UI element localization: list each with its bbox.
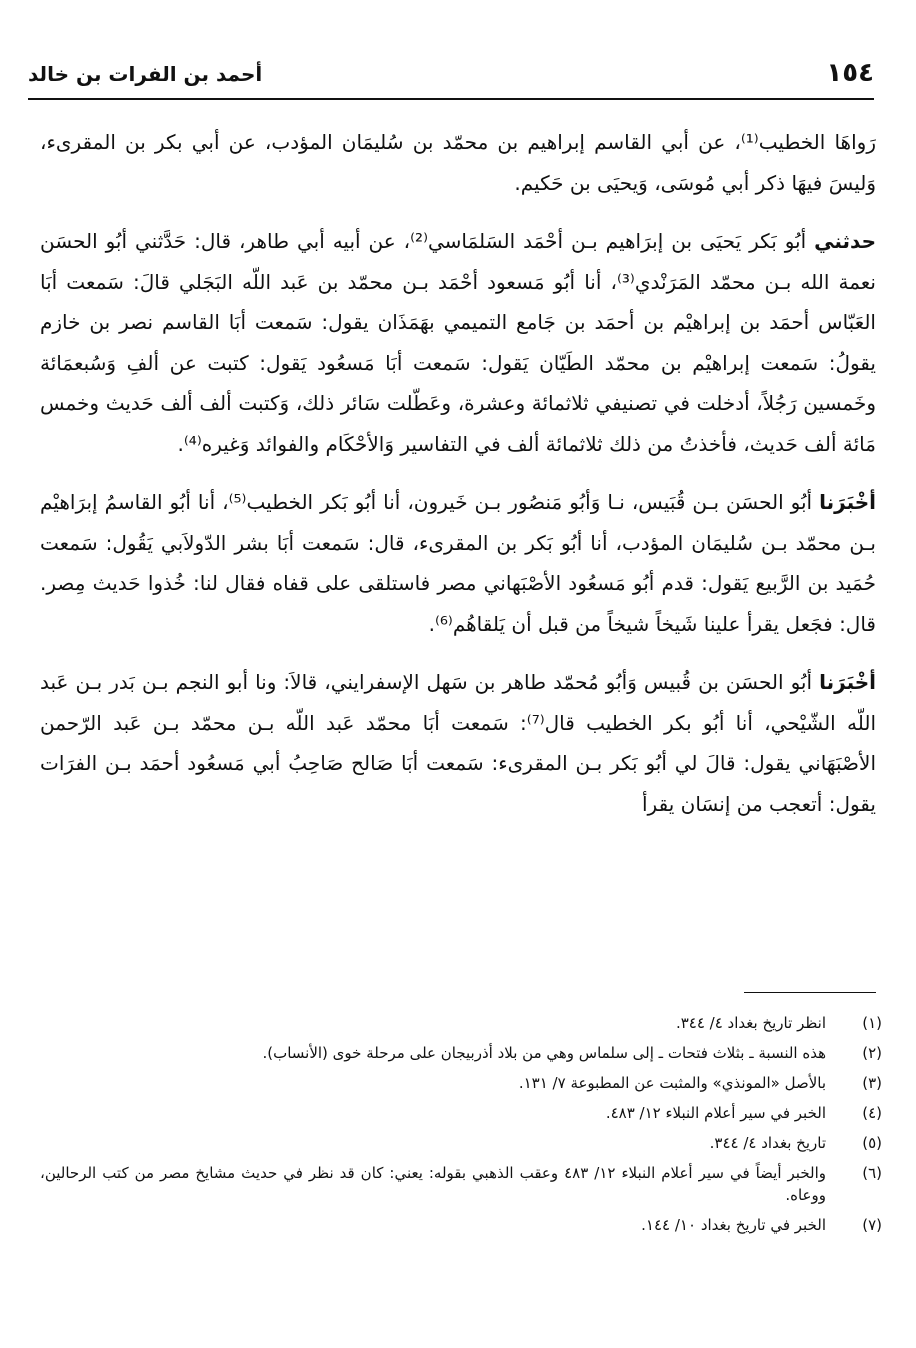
paragraph-text: أبُو بَكر يَحيَى بن إبرَاهيم بـن أحْمَد السَلمَاسي⁽²⁾، عن أبيه أبي طاهر، قال: حَدَّثني أبُو الحسَن نعمة الله بـن محمّد المَرَنْدي⁽³⁾، أنا أبُو مَسعود أحْمَد بـن محمّد بن عَبد اللّه البَجَلي قالَ: سَمعت أبَا العَبّاس أحمَد بن إبراهيْم بن أحمَد بن جَامع التميمي بهَمَذَان يقول: سَمعت أبَا القاسم نصر بن خازم يقولُ: سَمعت إبراهيْم بن محمّد الطَيّان يَقول: سَمعت أبَا مَسعُود يَقول: كتبت عن ألفِ وَسُبعمَائة وخَمسين رَجُلاً، أدخلت في تصنيفي ثلاثمائة وعشرة، وعَطّلت سَائر ذلك، وَكتبت ألف ألف حَديث وخمس مَائة ألف حَديث، فأخذتُ من ذلك ثلاثمائة ألف في التفاسير وَالأحْكَام والفوائد وَغيره⁽⁴⁾.: [40, 229, 876, 456]
footnote-separator: [744, 992, 876, 993]
footnote-number: (٦): [862, 1164, 882, 1182]
footnote: [40, 1132, 882, 1154]
paragraph: [40, 221, 876, 464]
footnote: [40, 1102, 882, 1124]
paragraph-lead: حدثني: [814, 229, 877, 253]
paragraph: [40, 482, 876, 644]
footnote-text: تاريخ بغداد ٤/ ٣٤٤.: [709, 1134, 826, 1152]
paragraph-lead: أخْبَرَنا: [819, 490, 877, 514]
footnote: [40, 1072, 882, 1094]
footnote-number: (٥): [862, 1134, 882, 1152]
footnote-number: (٤): [862, 1104, 882, 1122]
footnote: [40, 1042, 882, 1064]
footnote-text: والخبر أيضاً في سير أعلام النبلاء ١٢/ ٤٨٣ وعقب الذهبي بقوله: يعني: كان قد نظر في حديث مشايخ مصر من كتب الرحالين، ووعاه.: [40, 1164, 826, 1204]
footnote-number: (٣): [862, 1074, 882, 1092]
paragraph: [40, 662, 876, 824]
footnote-text: انظر تاريخ بغداد ٤/ ٣٤٤.: [675, 1014, 826, 1032]
footnote: [40, 1012, 882, 1034]
footnote: [40, 1214, 882, 1236]
page-number: ١٥٤: [826, 58, 874, 88]
page-header: [28, 58, 874, 100]
paragraph-lead: أخْبَرَنا: [819, 670, 877, 694]
paragraph-text: رَواهَا الخطيب⁽¹⁾، عن أبي القاسم إبراهيم بن محمّد بن سُليمَان المؤدب، عن أبي بكر بن المقرىء، وَليسَ فيهَا ذكر أبي مُوسَى، وَيحيَى بن حَكيم.: [40, 130, 876, 195]
footnote-number: (١): [862, 1014, 882, 1032]
footnote-text: هذه النسبة ـ بثلاث فتحات ـ إلى سلماس وهي من بلاد أذربيجان على مرحلة خوى (الأنساب).: [262, 1044, 826, 1062]
footnotes: [40, 1012, 882, 1244]
paragraph-text: أبُو الحسَن بـن قُبَيس، نـا وَأبُو مَنصُور بـن خَيرون، أنا أبُو بَكر الخطيب⁽⁵⁾، أنا أبُو القاسمُ إبرَاهيْم بـن محمّد بـن سُليمَان المؤدب، أنا أبُو بَكر بن المقرىء، قال: سَمعت أبَا بشر الدّولاَبي يَقُول: سَمعت حُمَيد بن الرَّبيع يَقول: قدم أبُو مَسعُود الأصْبَهاني مصر فاستلقى على قفاه فقال لنا: خُذوا حَديث مِصر. قال: فجَعل يقرأ علينا شَيخاً شيخاً من قبل أن يَلقاهُم⁽⁶⁾.: [40, 490, 876, 636]
footnote-text: بالأصل «المونذي» والمثبت عن المطبوعة ٧/ ١٣١.: [518, 1074, 826, 1092]
paragraph: [40, 122, 876, 203]
footnote-text: الخبر في سير أعلام النبلاء ١٢/ ٤٨٣.: [605, 1104, 826, 1122]
header-rule: [28, 98, 874, 100]
footnote: [40, 1162, 882, 1206]
main-text: [40, 122, 876, 842]
running-title: أحمد بن الفرات بن خالد: [28, 62, 263, 86]
footnote-number: (٧): [862, 1216, 882, 1234]
footnote-text: الخبر في تاريخ بغداد ١٠/ ١٤٤.: [641, 1216, 826, 1234]
paragraph-text: أبُو الحسَن بن قُبيس وَأبُو مُحمّد طاهر بن سَهل الإسفرايني، قالاَ: ونا أبو النجم بـن بَدر بـن عَبد اللّه الشّيْحي، أنا أبُو بكر الخطيب قال⁽⁷⁾: سَمعت أبَا محمّد عَبد اللّه بـن محمّد بـن عَبد الرّحمن الأصْبَهَاني يقول: قالَ لي أبُو بَكر بـن المقرىء: سَمعت أبَا صَالح صَاحِبُ أبي مَسعُود أحمَد بـن الفرَات يقول: أتعجب من إنسَان يقرأ: [40, 670, 876, 816]
footnote-number: (٢): [862, 1044, 882, 1062]
